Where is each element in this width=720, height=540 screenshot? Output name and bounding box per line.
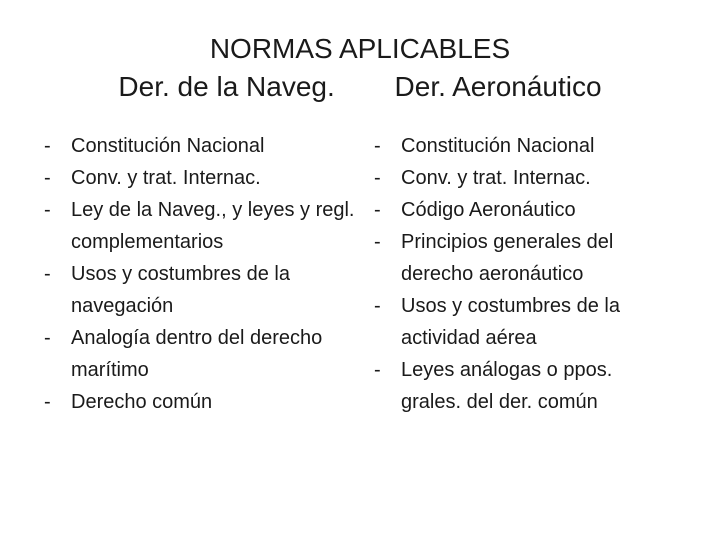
list-item bbox=[374, 130, 674, 162]
subtitle-aeronautical-law: Der. Aeronáutico bbox=[394, 71, 602, 102]
list-item bbox=[374, 354, 674, 418]
list-item-text: Constitución Nacional bbox=[401, 135, 595, 157]
page-title: NORMAS APLICABLES bbox=[209, 33, 511, 64]
list-item-text: Ley de la Naveg., y leyes y regl. complementarios bbox=[71, 199, 355, 253]
bullet-dash: - bbox=[374, 231, 381, 253]
bullet-dash: - bbox=[374, 295, 381, 317]
aeronautical-law-list bbox=[374, 130, 674, 418]
list-item bbox=[374, 194, 674, 226]
list-item-text: Conv. y trat. Internac. bbox=[71, 167, 261, 189]
list-item-text: Conv. y trat. Internac. bbox=[401, 167, 591, 189]
list-item bbox=[44, 322, 364, 386]
bullet-dash: - bbox=[44, 199, 51, 221]
list-item bbox=[374, 226, 674, 290]
list-item bbox=[44, 130, 364, 162]
bullet-dash: - bbox=[374, 199, 381, 221]
subtitle-row bbox=[0, 68, 720, 106]
list-item-text: Código Aeronáutico bbox=[401, 199, 576, 221]
bullet-dash: - bbox=[44, 263, 51, 285]
bullet-dash: - bbox=[374, 167, 381, 189]
bullet-dash: - bbox=[44, 135, 51, 157]
navigation-law-list bbox=[44, 130, 364, 418]
list-item bbox=[44, 194, 364, 258]
list-item-text: Constitución Nacional bbox=[71, 135, 265, 157]
bullet-dash: - bbox=[44, 327, 51, 349]
bullet-dash: - bbox=[374, 359, 381, 381]
bullet-dash: - bbox=[374, 135, 381, 157]
list-item bbox=[44, 258, 364, 322]
list-item-text: Leyes análogas o ppos. grales. del der. común bbox=[401, 359, 613, 413]
list-item-text: Derecho común bbox=[71, 391, 213, 413]
list-item-text: Analogía dentro del derecho marítimo bbox=[71, 327, 323, 381]
list-item bbox=[374, 162, 674, 194]
list-item bbox=[374, 290, 674, 354]
list-item-text: Principios generales del derecho aeronáutico bbox=[401, 231, 614, 285]
list-item bbox=[44, 162, 364, 194]
list-item bbox=[44, 386, 364, 418]
list-item-text: Usos y costumbres de la actividad aérea bbox=[401, 295, 620, 349]
list-item-text: Usos y costumbres de la navegación bbox=[71, 263, 290, 317]
bullet-dash: - bbox=[44, 167, 51, 189]
bullet-dash: - bbox=[44, 391, 51, 413]
subtitle-navigation-law: Der. de la Naveg. bbox=[118, 71, 335, 102]
